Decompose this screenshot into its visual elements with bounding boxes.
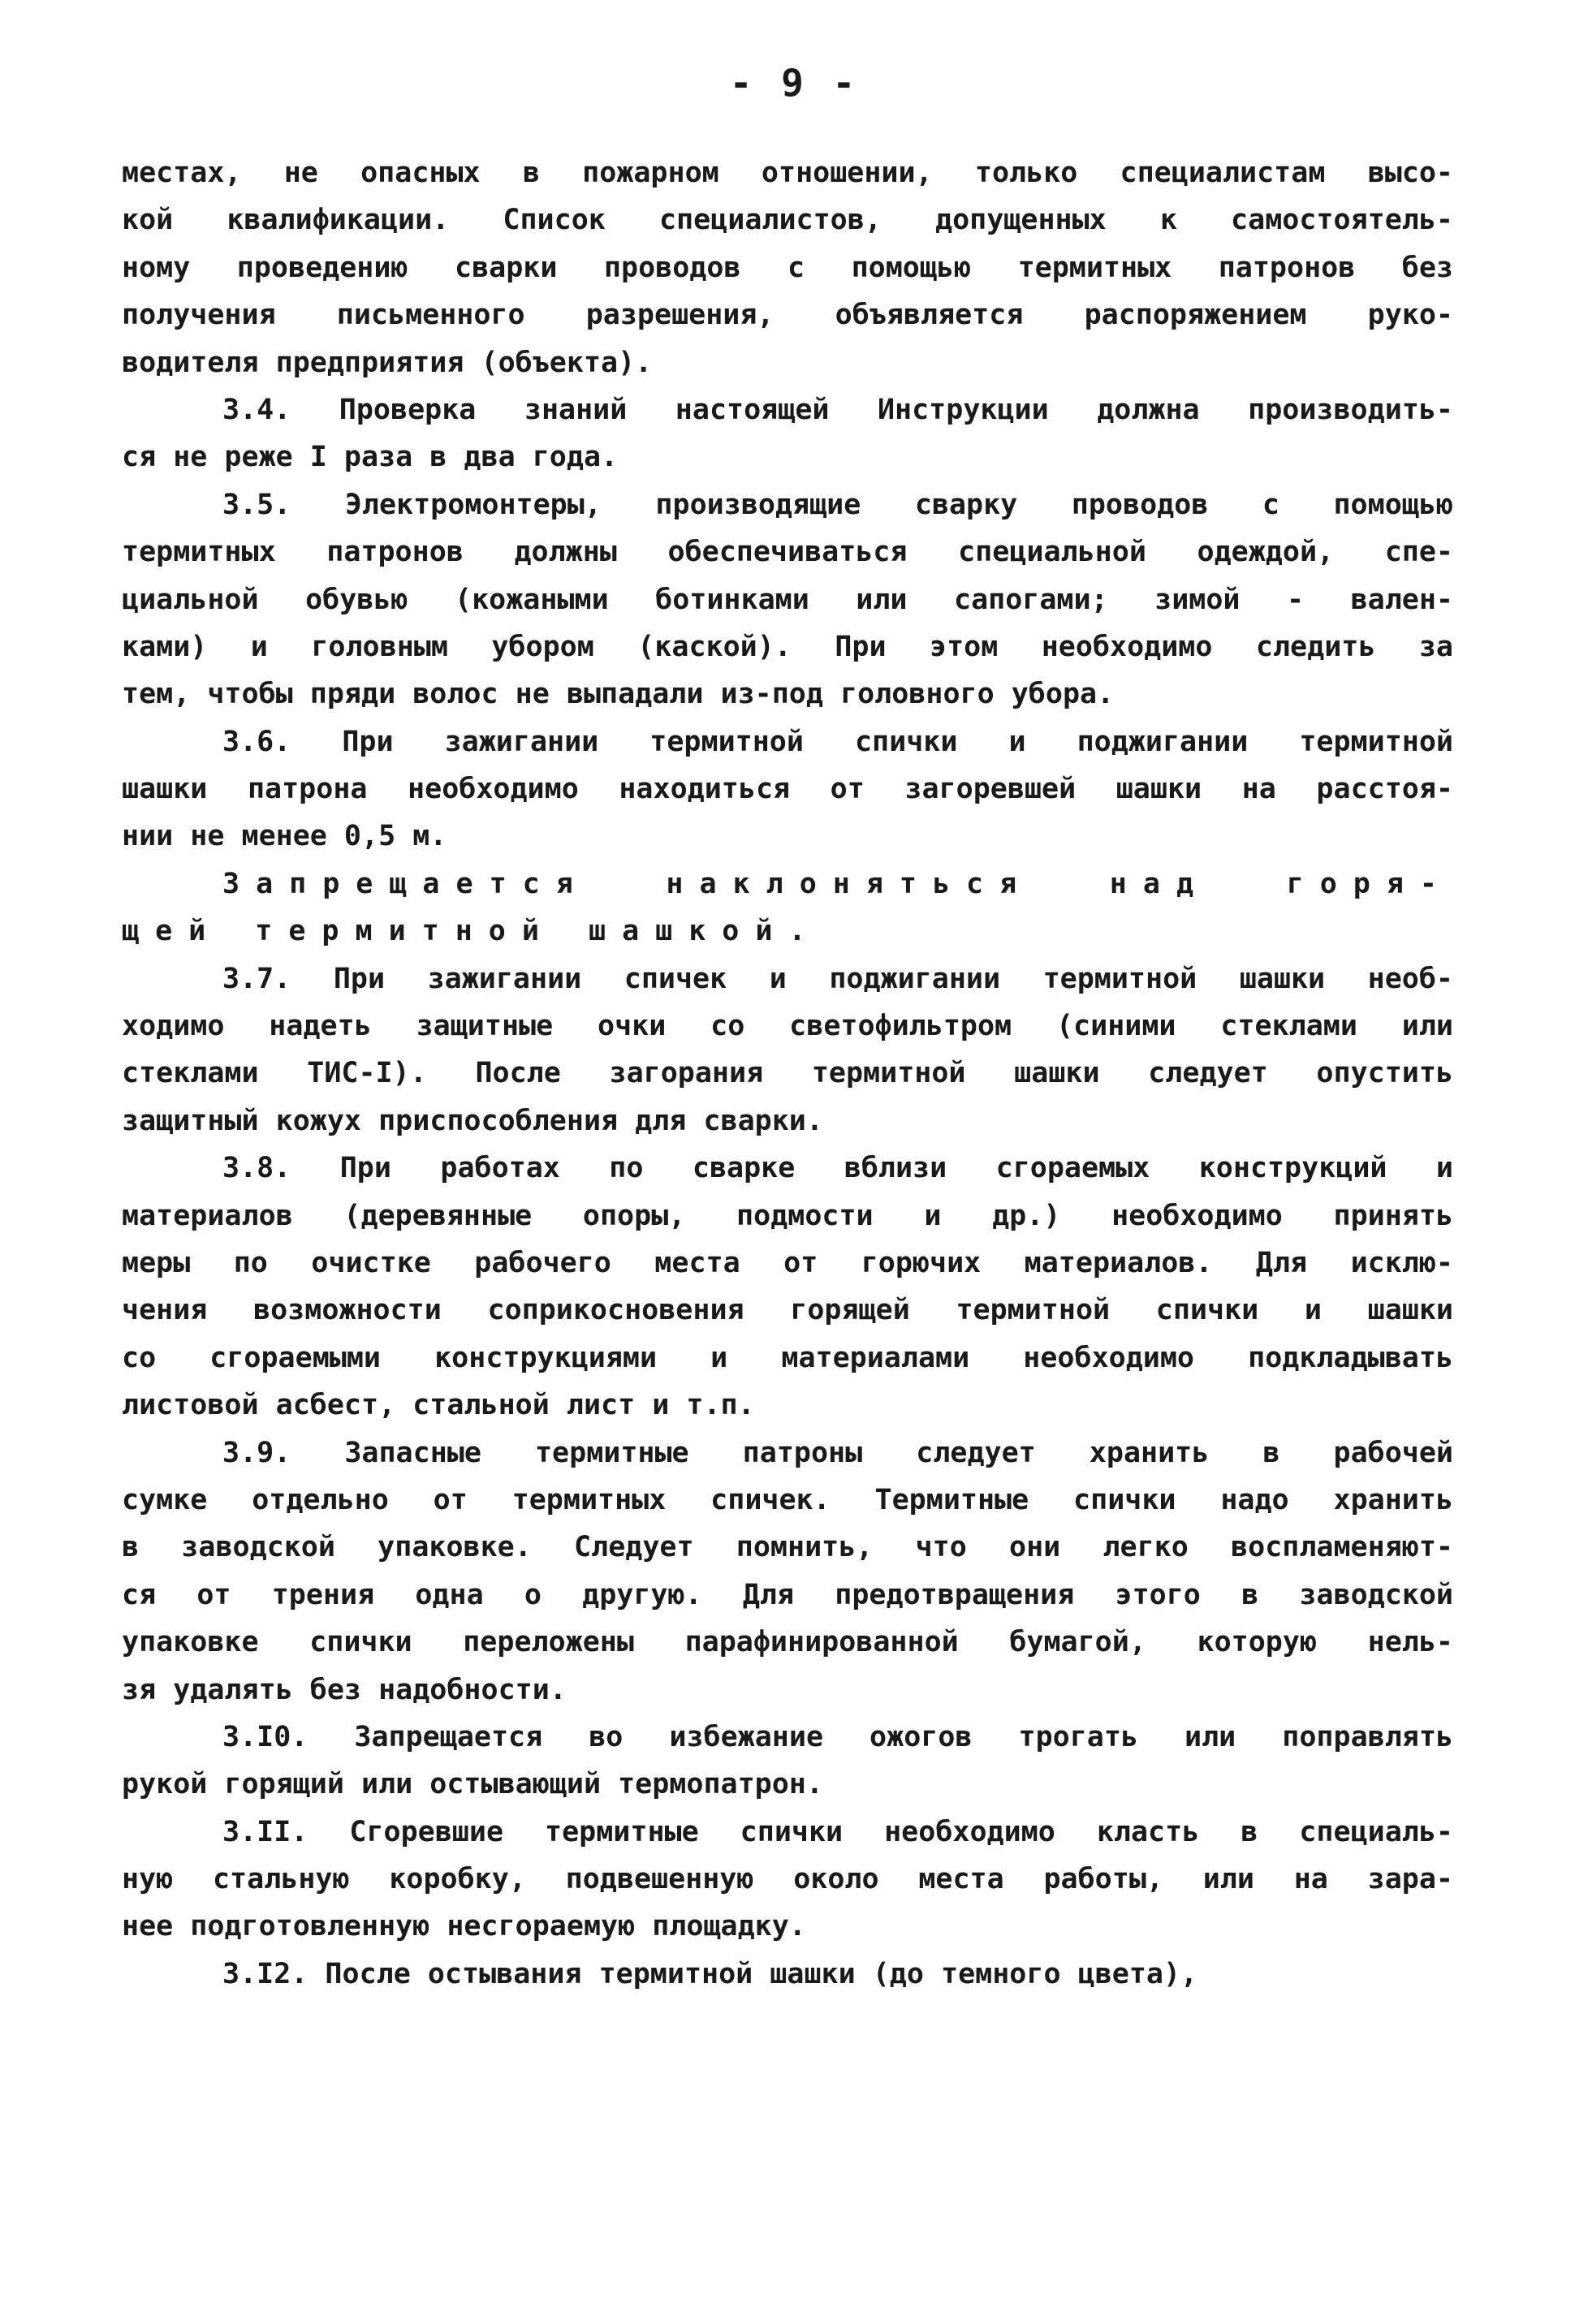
text-line: в заводской упаковке. Следует помнить, что они легко воспламеняют-	[122, 1531, 1453, 1564]
text-line: ную стальную коробку, подвешенную около места работы, или на зара-	[122, 1863, 1453, 1896]
text-line: нии не менее 0,5 м.	[122, 820, 447, 853]
text-line: сумке отдельно от термитных спичек. Термитные спички надо хранить	[122, 1483, 1453, 1516]
text-line: 3.5. Электромонтеры, производящие сварку проводов с помощью	[222, 488, 1453, 521]
text-line: нее подготовленную несгораемую площадку.	[122, 1910, 806, 1943]
text-line: ся от трения одна о другую. Для предотвращения этого в заводской	[122, 1578, 1453, 1611]
text-line: ному проведению сварки проводов с помощью термитных патронов без	[122, 251, 1453, 284]
text-line: местах, не опасных в пожарном отношении, только специалистам высо-	[122, 157, 1453, 189]
text-line: водителя предприятия (объекта).	[122, 346, 653, 379]
text-line: получения письменного разрешения, объявляется распоряжением руко-	[122, 299, 1453, 332]
text-line: ками) и головным убором (каской). При этом необходимо следить за	[122, 630, 1453, 663]
text-line: тем, чтобы пряди волос не выпадали из-под головного убора.	[122, 678, 1115, 711]
text-line: термитных патронов должны обеспечиваться специальной одеждой, спе-	[122, 536, 1453, 569]
text-line: ходимо надеть защитные очки со светофильтром (синими стеклами или	[122, 1010, 1453, 1043]
text-line: 3.I0. Запрещается во избежание ожогов трогать или поправлять	[222, 1720, 1453, 1753]
text-line: зя удалять без надобности.	[122, 1673, 567, 1706]
text-line: меры по очистке рабочего места от горючих материалов. Для исклю-	[122, 1246, 1453, 1279]
text-line: шашки патрона необходимо находиться от загоревшей шашки на расстоя-	[122, 773, 1453, 806]
text-line: материалов (деревянные опоры, подмости и др.) необходимо принять	[122, 1199, 1453, 1232]
text-line: щей термитной шашкой.	[122, 915, 822, 948]
body-text	[122, 149, 1453, 1998]
text-line: кой квалификации. Список специалистов, допущенных к самостоятель-	[122, 204, 1453, 237]
page-number: - 9 -	[729, 61, 859, 105]
text-line: рукой горящий или остывающий термопатрон.	[122, 1768, 823, 1801]
text-line: 3.I2. После остывания термитной шашки (до темного цвета),	[222, 1957, 1198, 1990]
text-line: 3.6. При зажигании термитной спички и поджигании термитной	[222, 725, 1453, 758]
text-line: Запрещается наклоняться над горя-	[222, 867, 1453, 900]
text-line: 3.9. Запасные термитные патроны следует хранить в рабочей	[222, 1436, 1453, 1469]
text-line: 3.7. При зажигании спичек и поджигании термитной шашки необ-	[222, 962, 1453, 995]
text-line: чения возможности соприкосновения горящей термитной спички и шашки	[122, 1294, 1453, 1327]
text-line: стеклами ТИС-I). После загорания термитной шашки следует опустить	[122, 1057, 1453, 1090]
text-line: 3.8. При работах по сварке вблизи сгораемых конструкций и	[222, 1152, 1453, 1185]
text-line: циальной обувью (кожаными ботинками или сапогами; зимой - вален-	[122, 583, 1453, 616]
text-line: защитный кожух приспособления для сварки.	[122, 1104, 823, 1137]
text-line: 3.4. Проверка знаний настоящей Инструкции должна производить-	[222, 393, 1453, 426]
text-line: 3.II. Сгоревшие термитные спички необходимо класть в специаль-	[222, 1815, 1453, 1848]
text-line: упаковке спички переложены парафинированной бумагой, которую нель-	[122, 1626, 1453, 1659]
text-line: листовой асбест, стальной лист и т.п.	[122, 1389, 755, 1422]
text-line: со сгораемыми конструкциями и материалами необходимо подкладывать	[122, 1341, 1453, 1374]
text-line: ся не реже I раза в два года.	[122, 441, 619, 474]
